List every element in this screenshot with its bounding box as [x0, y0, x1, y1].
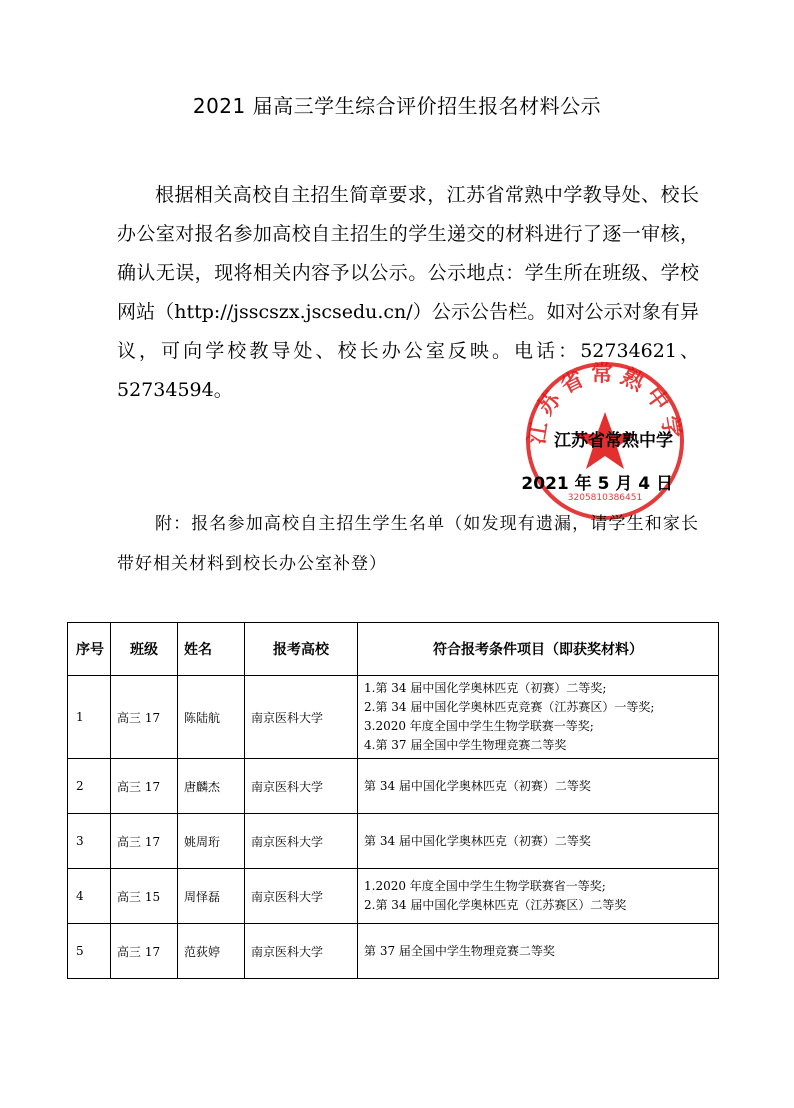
cell-university: 南京医科大学	[245, 924, 358, 979]
cell-class: 高三 17	[111, 676, 178, 759]
cell-class: 高三 17	[111, 814, 178, 869]
header-name: 姓名	[178, 623, 245, 676]
cell-awards	[358, 924, 719, 979]
appendix-note: 附：报名参加高校自主招生学生名单（如发现有遗漏，请学生和家长带好相关材料到校长办公室补登）	[117, 514, 699, 574]
notice-paragraph: 根据相关高校自主招生简章要求，江苏省常熟中学教导处、校长办公室对报名参加高校自主招生的学生递交的材料进行了逐一审核，确认无误，现将相关内容予以公示。公示地点：学生所在班级、学校网站（http://jsscszx.jscsedu.cn/）公示公告栏。如对公示对象有异议，可向学校教导处、校长办公室反映。电话：52734621、52734594。	[117, 184, 699, 401]
cell-index: 4	[68, 869, 111, 924]
table-row	[68, 676, 719, 759]
cell-university: 南京医科大学	[245, 676, 358, 759]
applicant-table	[67, 622, 719, 979]
award-line: 第 34 届中国化学奥林匹克（初赛）二等奖	[364, 778, 591, 793]
seal-ring-text: 江苏省常熟中学	[524, 361, 686, 447]
cell-university: 南京医科大学	[245, 869, 358, 924]
cell-index: 3	[68, 814, 111, 869]
cell-awards	[358, 814, 719, 869]
cell-name: 陈陆航	[178, 676, 245, 759]
award-line: 第 34 届中国化学奥林匹克（初赛）二等奖	[364, 833, 591, 848]
table-header-row	[68, 623, 719, 676]
cell-awards	[358, 869, 719, 924]
award-line: 1.第 34 届中国化学奥林匹克（初赛）二等奖;	[364, 681, 607, 695]
cell-name: 唐麟杰	[178, 759, 245, 814]
document-title: 2021 届高三学生综合评价招生报名材料公示	[192, 94, 602, 118]
award-line: 1.2020 年度全国中学生生物学联赛省一等奖;	[364, 879, 606, 893]
header-university: 报考高校	[245, 623, 358, 676]
cell-awards	[358, 676, 719, 759]
cell-name: 周怿磊	[178, 869, 245, 924]
table-row	[68, 869, 719, 924]
cell-name: 范荻婷	[178, 924, 245, 979]
cell-index: 1	[68, 676, 111, 759]
cell-class: 高三 15	[111, 869, 178, 924]
award-line: 2.第 34 届中国化学奥林匹克竞赛（江苏赛区）一等奖;	[364, 700, 655, 714]
award-line: 4.第 37 届全国中学生物理竞赛二等奖	[364, 738, 567, 752]
cell-awards	[358, 759, 719, 814]
cell-class: 高三 17	[111, 759, 178, 814]
cell-class: 高三 17	[111, 924, 178, 979]
table-row	[68, 759, 719, 814]
header-index: 序号	[68, 623, 111, 676]
cell-name: 姚周珩	[178, 814, 245, 869]
cell-index: 5	[68, 924, 111, 979]
header-awards: 符合报考条件项目（即获奖材料）	[358, 623, 719, 676]
cell-index: 2	[68, 759, 111, 814]
award-line: 2.第 34 届中国化学奥林匹克（江苏赛区）二等奖	[364, 898, 627, 912]
award-line: 第 37 届全国中学生物理竞赛二等奖	[364, 943, 555, 958]
seal-serial: 3205810386451	[567, 493, 643, 503]
award-line: 3.2020 年度全国中学生生物学联赛一等奖;	[364, 719, 594, 733]
table-row	[68, 924, 719, 979]
issuing-organization: 江苏省常熟中学	[554, 431, 673, 451]
cell-university: 南京医科大学	[245, 759, 358, 814]
cell-university: 南京医科大学	[245, 814, 358, 869]
header-class: 班级	[111, 623, 178, 676]
table-row	[68, 814, 719, 869]
issue-date: 2021 年 5 月 4 日	[521, 474, 673, 494]
